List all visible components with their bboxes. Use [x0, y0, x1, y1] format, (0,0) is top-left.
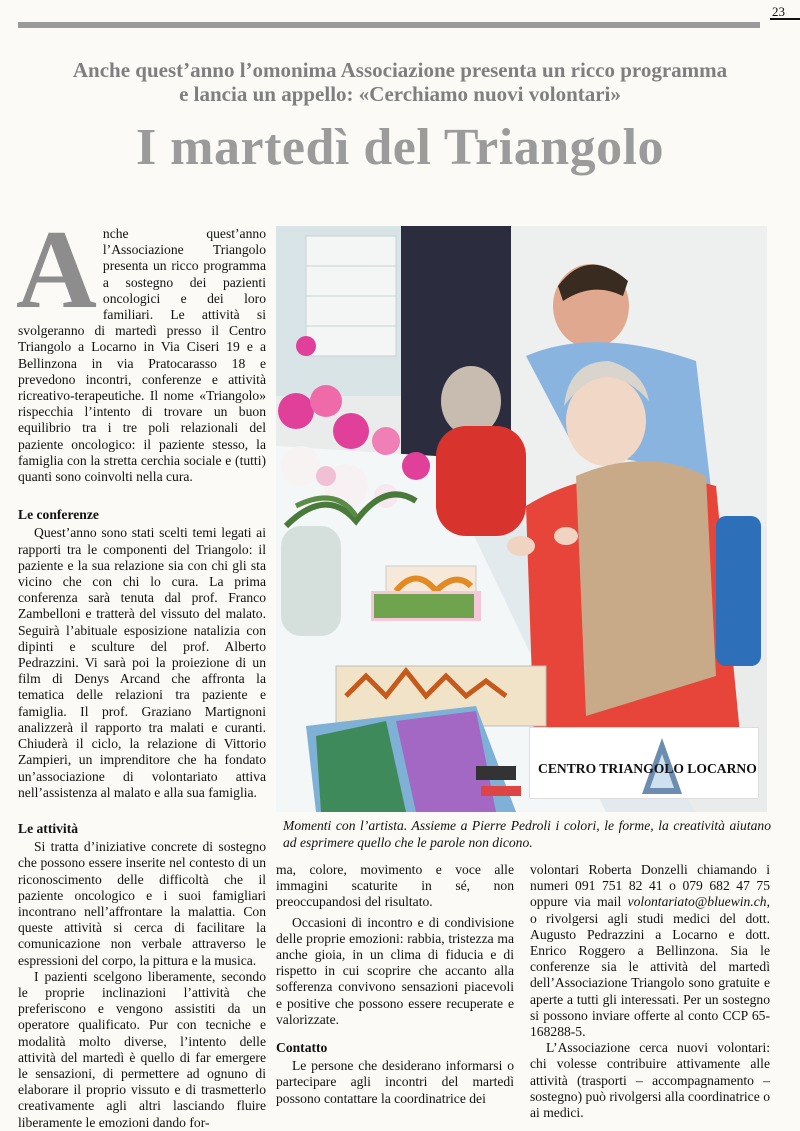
heading-conferenze: Le conferenze: [18, 507, 99, 523]
right-paragraph-2: L’Associazione cerca nuovi volontari: chi volesse contribuire attivamente alle attività (trasporti – accompagnamento – sostegno) può rivolgersi alla coordinatrice o ai medici.: [530, 1040, 770, 1121]
logo-badge: [529, 727, 759, 799]
email-link[interactable]: volontariato@bluewin.ch: [627, 894, 767, 910]
left-column: [16, 208, 266, 1131]
middle-paragraph-3: Le persone che desiderano informarsi o partecipare agli incontri del martedì possono contattare la coordinatrice dei: [276, 1058, 514, 1106]
right-column: [530, 862, 770, 1121]
header-rule: [18, 22, 760, 28]
photo-caption: Momenti con l’artista. Assieme a Pierre Pedroli i colori, le forme, la creatività aiutano ad esprimere quello che le parole non dicono.: [283, 818, 771, 850]
subtitle-line-2: e lancia un appello: «Cerchiamo nuovi volontari»: [179, 82, 621, 106]
right-paragraph-1b: , o rivolgersi agli studi medici del dott. Augusto Pedrazzini a Locarno e dott. Enrico Roggero a Bellinzona. Sia le conferenze sia le attività del martedì dell’Associazione Triangolo sono gratuite e aperte a tutti gli interessati. Per un sostegno si possono inviare offerte al conto CCP 65-168288-5.: [530, 894, 770, 1040]
attivita-paragraph-2: I pazienti scelgono liberamente, secondo le proprie inclinazioni l’attività che preferiscono e vengono assistiti da un operatore qualificato. Pur con tecniche e modalità molto diverse, l’intento delle attività del martedì è quello di far emergere le sensazioni, di permettere ad ognuno di elaborare il proprio vissuto e di trasmetterlo creativamente agli altri lasciando fluire liberamente le emozioni dando for-: [18, 968, 266, 1130]
heading-attivita: Le attività: [18, 820, 79, 836]
attivita-paragraph-1: Si tratta d’iniziative concrete di sostegno che possono essere inserite nel contesto di un riconoscimento delle difficoltà che il paziente oncologico e i suoi famigliari incontrano nell’affrontare la malattia. Con queste attività si cerca di facilitare la comunicazione non verbale attraverso le espressioni del corpo, la pittura e la musica.: [18, 839, 266, 968]
page-number: 23: [772, 4, 785, 19]
middle-column: [276, 862, 514, 1107]
subtitle: [0, 58, 800, 106]
workshop-photo: [276, 226, 767, 812]
logo-text: CENTRO TRIANGOLO LOCARNO: [538, 761, 757, 776]
middle-paragraph-2: Occasioni di incontro e di condivisione delle proprie emozioni: rabbia, tristezza ma anche gioia, in un clima di fiducia e di rispetto in cui scoprire che accanto alla sofferenza convivono sensazioni piacevoli e positive che possono essere recuperate e valorizzate.: [276, 914, 514, 1027]
page-title: I martedì del Triangolo: [135, 119, 665, 176]
right-paragraph-1: [530, 862, 770, 1040]
middle-paragraph-1: ma, colore, movimento e voce alle immagini scaturite in sé, non preoccupandosi del risultato.: [276, 862, 514, 910]
subtitle-line-1: Anche quest’anno l’omonima Associazione presenta un ricco programma: [72, 58, 728, 82]
intro-paragraph: nche quest’anno l’Associazione Triangolo presenta un ricco programma a sostegno dei pazienti oncologici e dei loro familiari. Le attività si svolgeranno di martedì presso il Centro Triangolo a Locarno in Via Ciseri 19 e a Bellinzona in via Pratocarasso 18 e prevedono incontri, conferenze e attività ricreativo-terapeutiche. Il nome «Triangolo» rispecchia l’intento di trovare un buon equilibrio tra i tre poli relazionali del paziente oncologico: il paziente stesso, la famiglia con la stretta cerchia sociale e (tutti) quanti sono coinvolti nella cura.: [18, 226, 266, 485]
heading-contatto: Contatto: [276, 1040, 328, 1056]
right-paragraph-1a: volontari Roberta Donzelli chiamando i numeri 091 751 82 41 o 079 682 47 75 oppure via mail: [530, 862, 770, 910]
conferenze-paragraph: Quest’anno sono stati scelti temi legati ai rapporti tra le componenti del Triangolo: il paziente e la sua relazione sia con chi gli sta vicino che con chi lo cura. La prima conferenza sarà tenuta dal prof. Franco Zambelloni e tratterà del vissuto del malato. Seguirà l’abituale esposizione natalizia con dipinti e sculture del prof. Alberto Pedrazzini. Vi sarà poi la proiezione di un film di Denys Arcand che affronta la tematica delle relazioni tra paziente e famiglia. Il prof. Graziano Martignoni analizzerà il rapporto tra malati e curanti. Chiuderà il ciclo, la relazione di Vittorio Zampieri, un imprenditore che ha fondato un’associazione di volontariato attiva nell’assistenza al malato e alla sua famiglia.: [18, 525, 266, 800]
drop-cap: A: [16, 208, 97, 332]
